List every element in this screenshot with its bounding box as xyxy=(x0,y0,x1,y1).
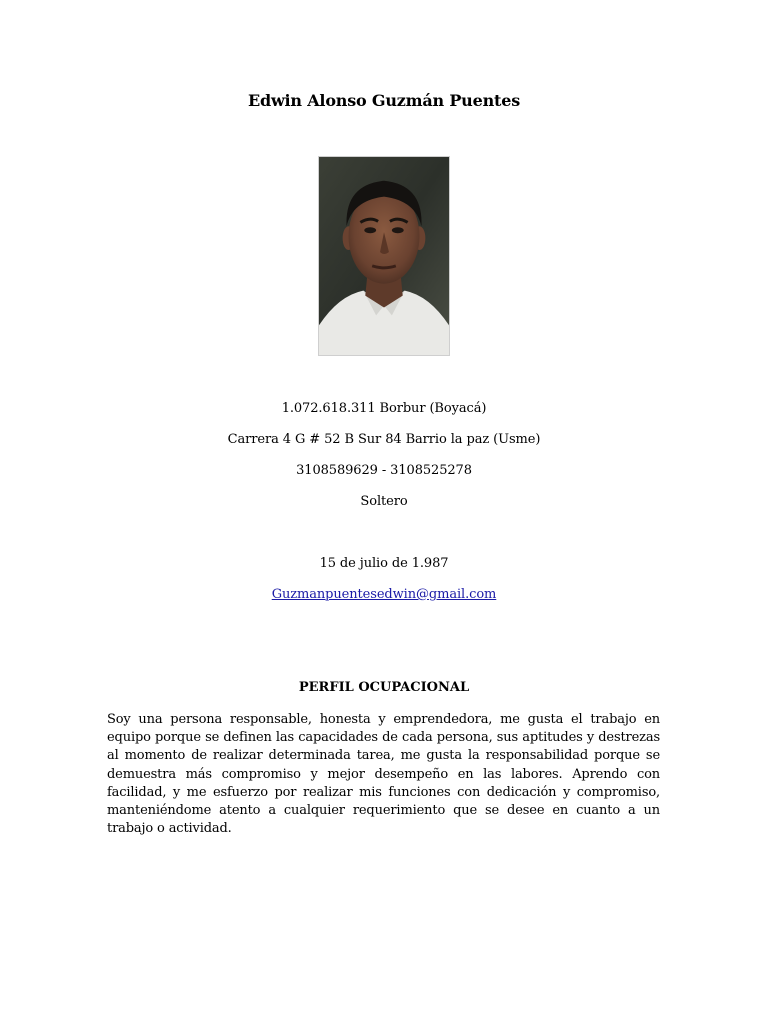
profile-photo-image xyxy=(319,157,449,355)
marital-status-line: Soltero xyxy=(360,494,408,509)
phones-line: 3108589629 - 3108525278 xyxy=(296,463,472,478)
email-line xyxy=(0,587,768,602)
section-title: PERFIL OCUPACIONAL xyxy=(298,680,470,695)
person-name: Edwin Alonso Guzmán Puentes xyxy=(247,91,521,110)
id-line: 1.072.618.311 Borbur (Boyacá) xyxy=(281,401,487,416)
birth-date-line: 15 de julio de 1.987 xyxy=(319,556,449,571)
address-line: Carrera 4 G # 52 B Sur 84 Barrio la paz (Usme) xyxy=(227,432,541,447)
profile-photo xyxy=(318,156,450,356)
email-link[interactable]: Guzmanpuentesedwin@gmail.com xyxy=(271,587,497,602)
profile-paragraph: Soy una persona responsable, honesta y emprendedora, me gusta el trabajo en equipo porque se definen las capacidades de cada persona, sus aptitudes y destrezas al momento de realizar determinada tarea, me gusta la responsabilidad porque se demuestra más compromiso y mejor desempeño en las labores. Aprendo con facilidad, y me esfuerzo por realizar mis funciones con dedicación y compromiso, manteniéndome atento a cualquier requerimiento que se desee en cuanto a un trabajo o actividad. xyxy=(107,712,660,837)
